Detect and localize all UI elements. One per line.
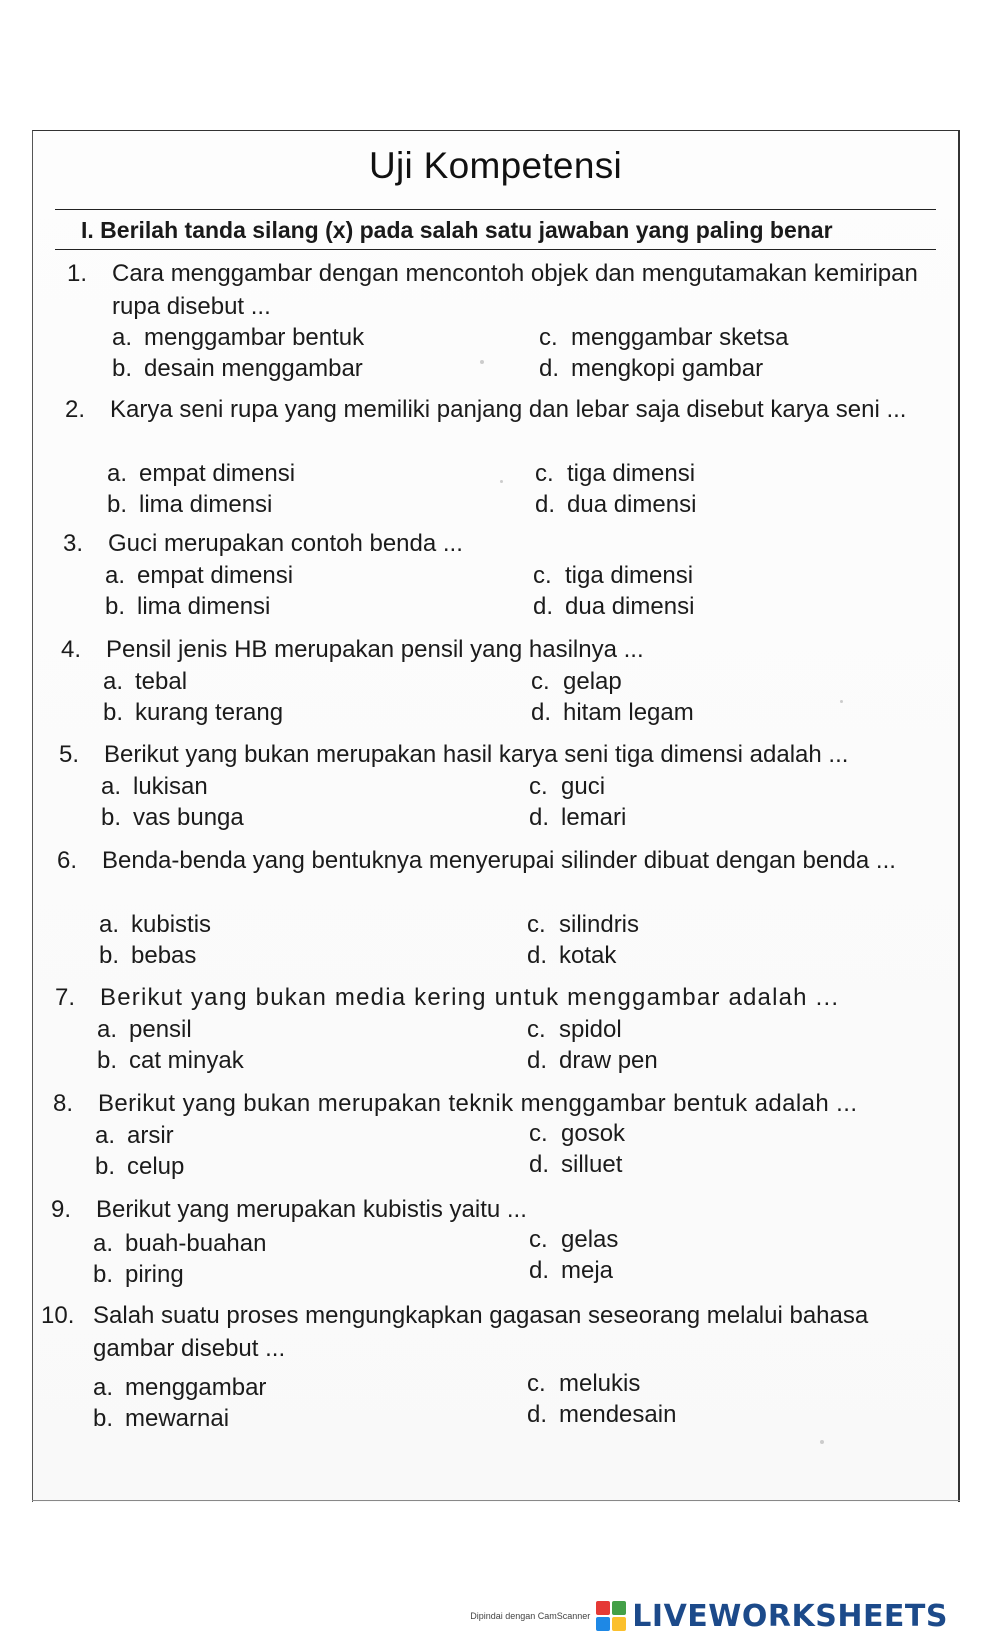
question-10 [41,1299,941,1434]
option-c[interactable]: c. menggambar sketsa [539,324,789,351]
scan-speck [500,480,503,483]
page-bottom-rule [32,1500,960,1501]
question-number: 6. [57,847,78,874]
option-c[interactable]: c. guci [529,773,606,800]
scan-note: Dipindai dengan CamScanner [470,1611,591,1621]
question-text: Guci merupakan contoh benda ... [108,530,463,557]
question-text: Pensil jenis HB merupakan pensil yang hasilnya ... [106,636,644,663]
liveworksheets-logo-icon [596,1601,626,1631]
question-number: 10. [41,1302,75,1329]
option-a[interactable]: a. arsir [95,1122,174,1149]
question-number: 9. [51,1196,72,1223]
option-c[interactable]: c. melukis [527,1370,641,1397]
option-a[interactable]: a. kubistis [99,911,212,938]
question-1 [67,257,947,382]
option-a[interactable]: a. lukisan [101,773,208,800]
option-b[interactable]: b. kurang terang [103,699,284,726]
option-b[interactable]: b. mewarnai [93,1405,230,1432]
question-number: 5. [59,741,80,768]
question-text: Berikut yang bukan media kering untuk menggambar adalah ... [100,984,840,1011]
instruction-bottom-rule [55,249,936,250]
option-d[interactable]: d. mendesain [527,1401,677,1428]
option-a[interactable]: a. menggambar bentuk [112,324,365,351]
worksheet-title: Uji Kompetensi [368,145,623,186]
question-8 [53,1087,943,1187]
brand-name[interactable]: LIVEWORKSHEETS [632,1598,948,1634]
question-text: Berikut yang bukan merupakan hasil karya seni tiga dimensi adalah ... [104,741,849,768]
option-a[interactable]: a. menggambar [93,1374,267,1401]
scan-speck [820,1440,824,1444]
option-d[interactable]: d. dua dimensi [535,491,697,518]
option-d[interactable]: d. kotak [527,942,617,969]
option-a[interactable]: a. empat dimensi [105,562,294,589]
question-number: 7. [55,984,76,1011]
question-text: Berikut yang merupakan kubistis yaitu ... [96,1196,527,1223]
logo-square-icon [596,1601,610,1615]
option-c[interactable]: c. gelas [529,1226,619,1253]
option-d[interactable]: d. silluet [529,1151,623,1178]
question-3 [63,527,943,627]
question-number: 1. [67,260,88,287]
scan-speck [480,360,484,364]
question-text: Karya seni rupa yang memiliki panjang dan lebar saja disebut karya seni ... [110,396,907,423]
option-a[interactable]: a. buah-buahan [93,1230,267,1257]
option-d[interactable]: d. hitam legam [531,699,694,726]
question-number: 2. [65,396,86,423]
question-text: Cara menggambar dengan mencontoh objek dan mengutamakan kemiripan rupa disebut ... [112,260,918,320]
question-7 [55,981,945,1081]
footer [470,1596,948,1636]
question-5 [59,738,944,838]
option-b[interactable]: b. lima dimensi [105,593,271,620]
question-number: 3. [63,530,84,557]
question-text: Berikut yang bukan merupakan teknik menggambar bentuk adalah ... [98,1090,858,1117]
scan-speck [840,700,843,703]
option-b[interactable]: b. lima dimensi [107,491,273,518]
option-a[interactable]: a. pensil [97,1016,192,1043]
instruction-top-rule [55,209,936,210]
option-c[interactable]: c. spidol [527,1016,622,1043]
logo-square-icon [596,1617,610,1631]
option-d[interactable]: d. dua dimensi [533,593,695,620]
option-c[interactable]: c. silindris [527,911,640,938]
option-b[interactable]: b. desain menggambar [112,355,363,382]
option-b[interactable]: b. cat minyak [97,1047,244,1074]
instruction-text: I. Berilah tanda silang (x) pada salah satu jawaban yang paling benar [81,217,833,243]
question-4 [61,633,941,733]
option-d[interactable]: d. mengkopi gambar [539,355,764,382]
question-text: Benda-benda yang bentuknya menyerupai silinder dibuat dengan benda ... [102,847,896,874]
option-b[interactable]: b. vas bunga [101,804,244,831]
option-c[interactable]: c. gelap [531,668,622,695]
option-a[interactable]: a. tebal [103,668,188,695]
question-number: 8. [53,1090,74,1117]
option-c[interactable]: c. tiga dimensi [533,562,694,589]
question-text: Salah suatu proses mengungkapkan gagasan seseorang melalui bahasa gambar disebut ... [93,1302,869,1362]
option-b[interactable]: b. piring [93,1261,184,1288]
logo-square-icon [612,1617,626,1631]
option-c[interactable]: c. gosok [529,1120,626,1147]
option-d[interactable]: d. draw pen [527,1047,658,1074]
worksheet-frame [32,130,960,1502]
option-b[interactable]: b. bebas [99,942,197,969]
question-6 [57,844,942,969]
question-number: 4. [61,636,82,663]
option-b[interactable]: b. celup [95,1153,185,1180]
option-d[interactable]: d. meja [529,1257,614,1284]
question-2 [65,393,945,518]
option-c[interactable]: c. tiga dimensi [535,460,696,487]
logo-square-icon [612,1601,626,1615]
option-a[interactable]: a. empat dimensi [107,460,296,487]
option-d[interactable]: d. lemari [529,804,627,831]
question-9 [51,1193,941,1293]
